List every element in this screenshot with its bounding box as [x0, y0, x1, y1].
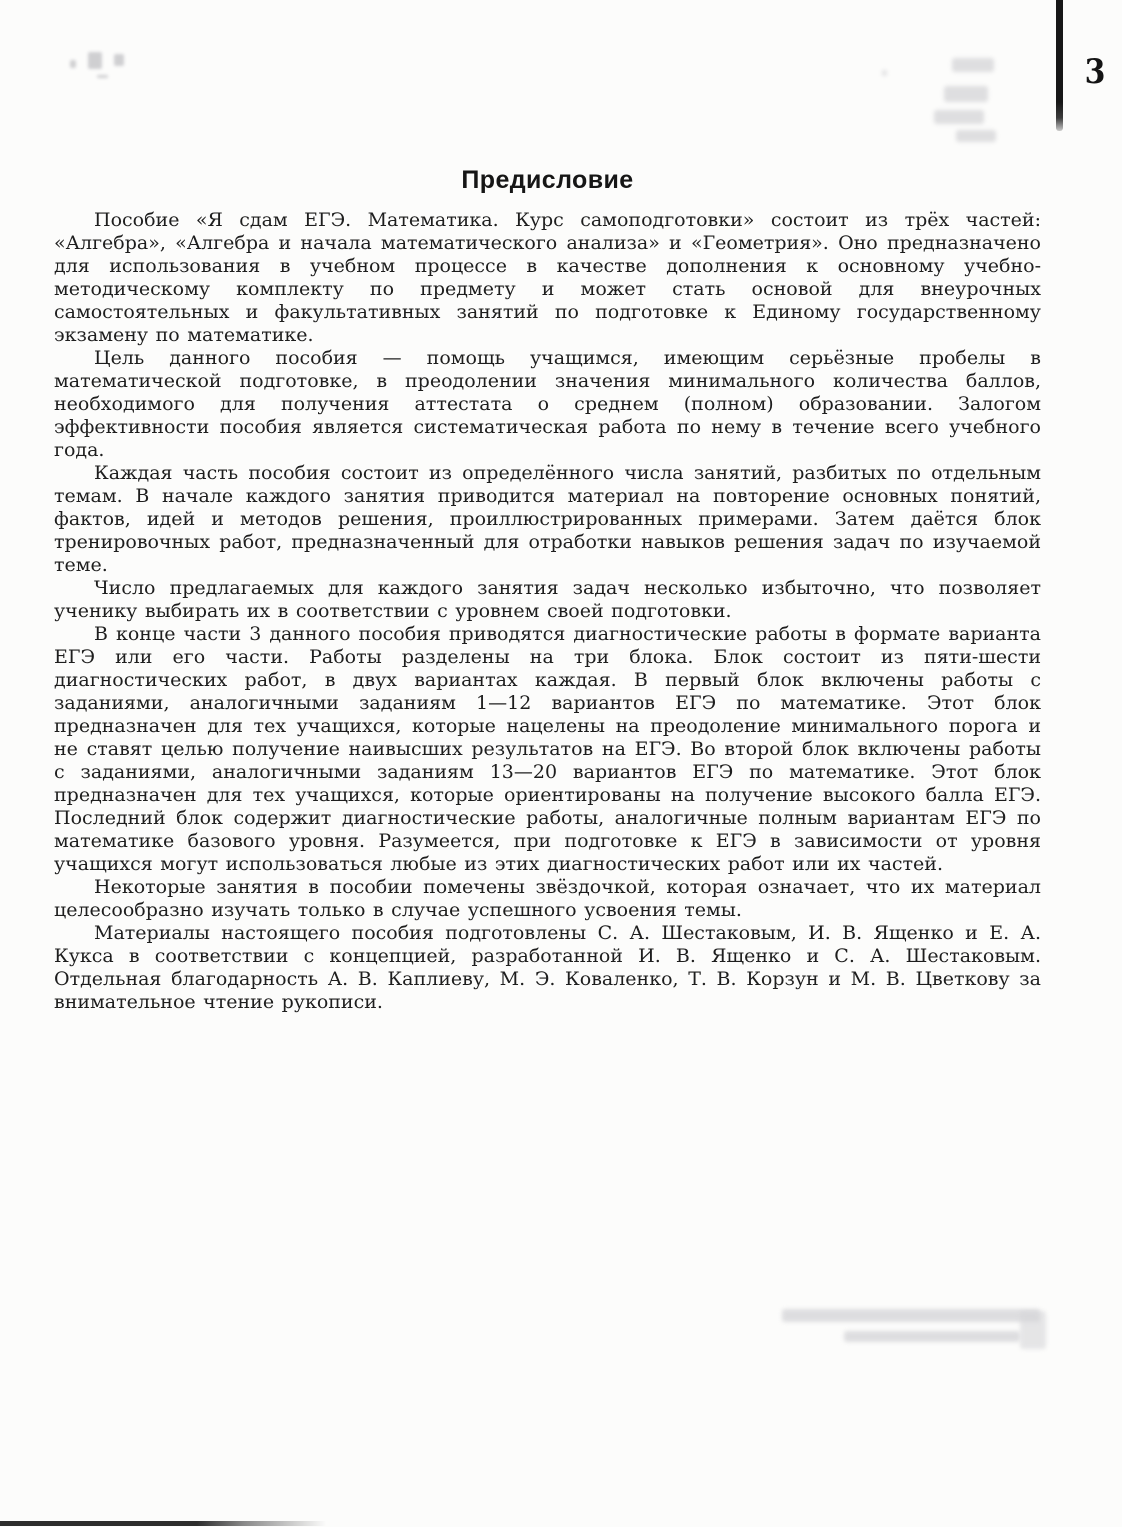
preface-paragraph-7: Материалы настоящего пособия подготовлены С. А. Шестаковым, И. В. Ященко и Е. А. Кукса в соответствии с концепцией, разработанной И. В. Ященко и С. А. Шестаковым. Отдельная благодарность А. В. Каплиеву, М. Э. Коваленко, Т. В. Корзун и М. В. Цветкову за внимательное чтение рукописи.: [54, 922, 1041, 1013]
preface-paragraph-5: В конце части 3 данного пособия приводятся диагностические работы в формате варианта ЕГЭ или его части. Работы разделены на три блока. Блок состоит из пяти-шести диагностических работ, в двух вариантах каждая. В первый блок включены работы с заданиями, аналогичными заданиям 1—12 вариантов ЕГЭ по математике. Этот блок предназначен для тех учащихся, которые нацелены на преодоление минимального порога и не ставят целью получение наивысших результатов на ЕГЭ. Во второй блок включены работы с заданиями, аналогичными заданиям 13—20 вариантов ЕГЭ по математике. Этот блок предназначен для тех учащихся, которые ориентированы на получение высокого балла ЕГЭ. Последний блок содержит диагностические работы, аналогичные полным вариантам ЕГЭ по математике базового уровня. Разумеется, при подготовке к ЕГЭ в зависимости от уровня учащихся могут использоваться любые из этих диагностических работ или их частей.: [54, 623, 1041, 875]
show-through-artifact: [782, 1305, 1062, 1361]
page-number: 3: [1084, 52, 1106, 92]
preface-paragraph-2: Цель данного пособия — помощь учащимся, имеющим серьёзные пробелы в математической подготовке, в преодолении значения минимального количества баллов, необходимого для получения аттестата о среднем (полном) образовании. Залогом эффективности пособия является систематическая работа по нему в течение всего учебного года.: [54, 347, 1041, 461]
page-title: Предисловие: [461, 166, 634, 194]
preface-paragraph-1: Пособие «Я сдам ЕГЭ. Математика. Курс самоподготовки» состоит из трёх частей: «Алгебра», «Алгебра и начала математического анализа» и «Геометрия». Оно предназначено для использования в учебном процессе в качестве дополнения к основному учебно-методическому комплекту по предмету и может стать основой для внеурочных самостоятельных и факультативных занятий по подготовке к Единому государственному экзамену по математике.: [54, 209, 1041, 346]
pencil-mark-artifact: [70, 52, 140, 82]
page-edge-bar: [1056, 0, 1063, 131]
scan-edge-line-artifact: [0, 1521, 340, 1526]
preface-text-column: [54, 209, 1041, 1014]
preface-paragraph-4: Число предлагаемых для каждого занятия задач несколько избыточно, что позволяет ученику выбирать их в соответствии с уровнем своей подготовки.: [54, 577, 1041, 622]
preface-paragraph-3: Каждая часть пособия состоит из определённого числа занятий, разбитых по отдельным темам. В начале каждого занятия приводится материал на повторение основных понятий, фактов, идей и методов решения, проиллюстрированных примерами. Затем даётся блок тренировочных работ, предназначенный для отработки навыков решения задач по изучаемой теме.: [54, 462, 1041, 576]
preface-paragraph-6: Некоторые занятия в пособии помечены звёздочкой, которая означает, что их материал целесообразно изучать только в случае успешного усвоения темы.: [54, 876, 1041, 921]
scan-smudge-artifact: [932, 58, 1012, 148]
